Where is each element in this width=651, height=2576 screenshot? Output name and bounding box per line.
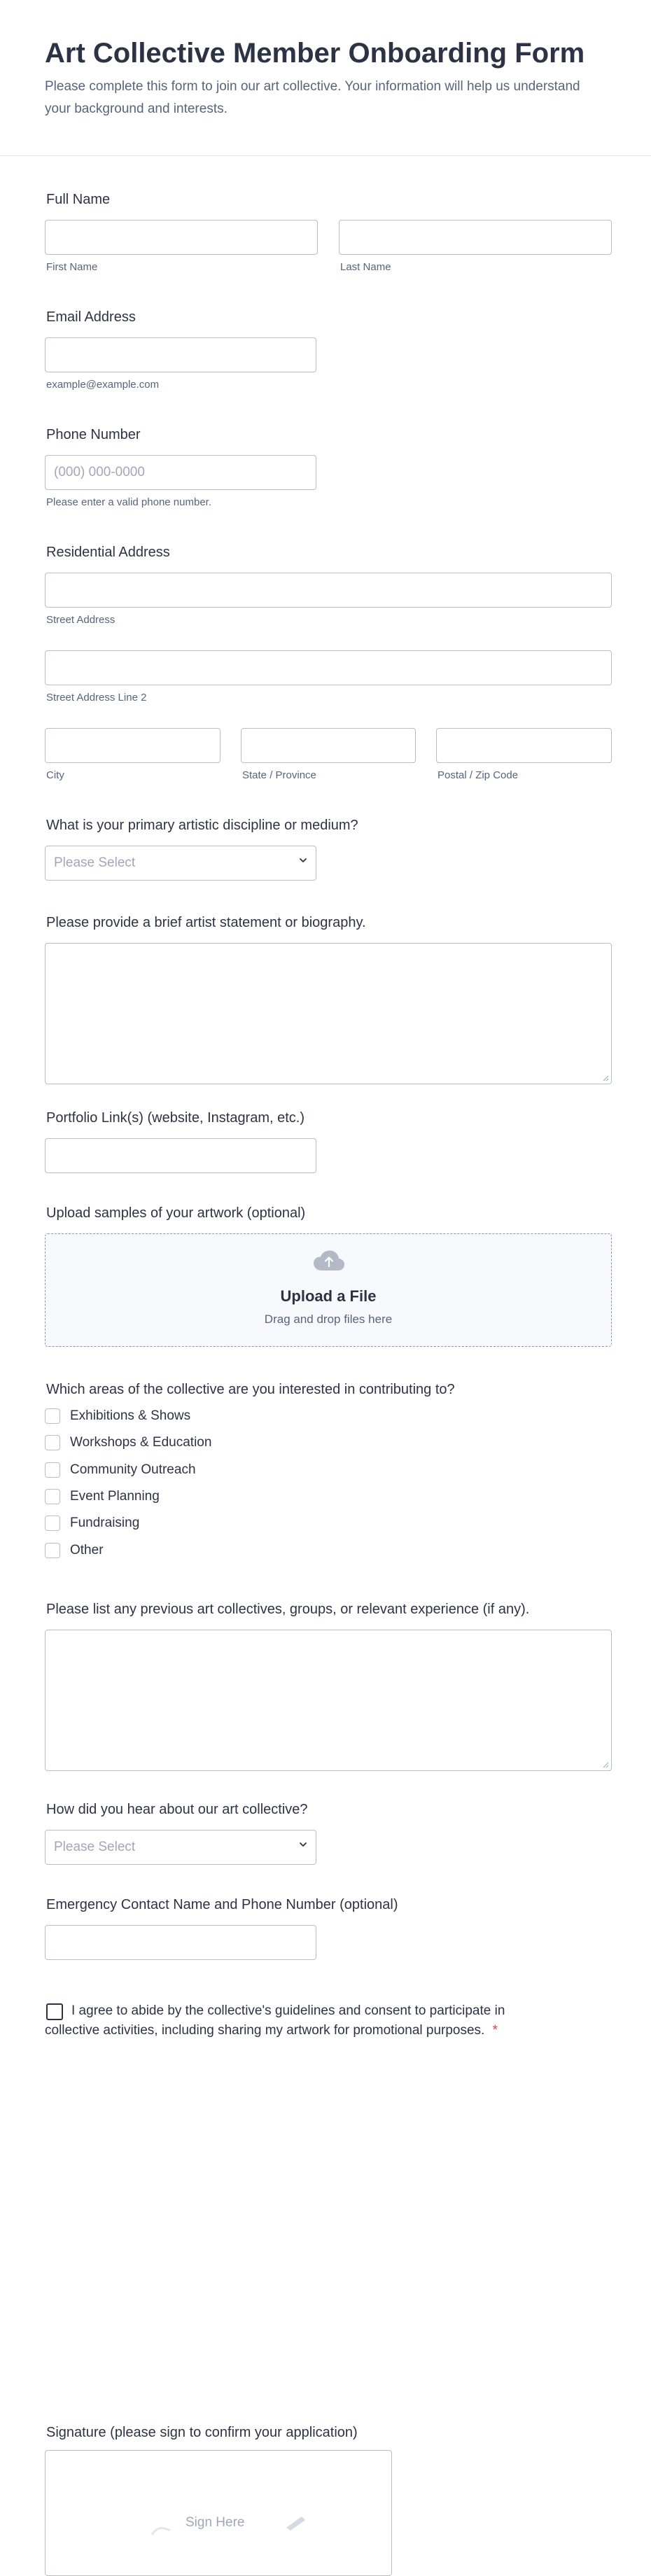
experience-field xyxy=(45,1601,612,1618)
emergency-label: Emergency Contact Name and Phone Number (optional) xyxy=(46,1897,398,1912)
consent-field xyxy=(45,2001,556,2040)
form-description: Please complete this form to join our art collective. Your information will help us understand your background and interests. xyxy=(45,79,580,116)
referral-selected-value: Please Select xyxy=(54,1840,136,1854)
pen-icon xyxy=(284,2514,307,2530)
statement-textarea[interactable] xyxy=(45,943,612,1084)
interests-label: Which areas of the collective are you interested in contributing to? xyxy=(46,1382,455,1397)
emergency-field xyxy=(45,1896,612,1913)
address-label: Residential Address xyxy=(46,545,170,560)
interests-field xyxy=(45,1381,612,1558)
signature-field xyxy=(45,2424,612,2530)
email-field xyxy=(45,309,612,391)
first-name-sublabel: First Name xyxy=(46,261,98,273)
interest-option-label: Community Outreach xyxy=(70,1462,196,1477)
referral-label: How did you hear about our art collective? xyxy=(46,1802,308,1817)
street-address-sublabel: Street Address xyxy=(46,614,115,626)
form-header xyxy=(0,0,651,156)
chevron-down-icon xyxy=(299,856,307,864)
consent-checkbox[interactable] xyxy=(46,2003,63,2020)
experience-textarea[interactable] xyxy=(45,1630,612,1771)
portfolio-field xyxy=(45,1110,612,1126)
interest-option-label: Fundraising xyxy=(70,1516,140,1530)
chevron-down-icon xyxy=(299,1840,307,1849)
upload-title: Upload a File xyxy=(280,1287,377,1305)
city-sublabel: City xyxy=(46,769,64,781)
referral-select[interactable] xyxy=(45,1830,316,1865)
file-upload-dropzone[interactable] xyxy=(45,1233,612,1347)
interest-option-event-planning[interactable] xyxy=(45,1487,160,1506)
checkbox[interactable] xyxy=(45,1489,60,1504)
portfolio-input[interactable] xyxy=(45,1138,316,1173)
city-input[interactable] xyxy=(45,728,220,763)
state-sublabel: State / Province xyxy=(242,769,316,781)
full-name-field xyxy=(45,191,612,273)
signature-swoosh-icon xyxy=(150,2524,172,2538)
phone-label: Phone Number xyxy=(46,427,141,442)
resize-grip-icon[interactable] xyxy=(602,1761,609,1768)
address-field xyxy=(45,544,612,781)
last-name-sublabel: Last Name xyxy=(340,261,391,273)
emergency-input[interactable] xyxy=(45,1925,316,1960)
interest-option-other[interactable] xyxy=(45,1541,104,1560)
email-input[interactable] xyxy=(45,337,316,372)
state-input[interactable] xyxy=(241,728,416,763)
zip-sublabel: Postal / Zip Code xyxy=(438,769,519,781)
interest-option-label: Workshops & Education xyxy=(70,1435,212,1450)
signature-label: Signature (please sign to confirm your application) xyxy=(46,2425,358,2440)
consent-text-block xyxy=(45,2001,556,2040)
interest-option-label: Other xyxy=(70,1543,104,1558)
discipline-label: What is your primary artistic discipline or medium? xyxy=(46,818,358,833)
required-asterisk: * xyxy=(492,2023,498,2038)
phone-placeholder: (000) 000-0000 xyxy=(54,465,145,479)
checkbox[interactable] xyxy=(45,1516,60,1531)
portfolio-label: Portfolio Link(s) (website, Instagram, etc.) xyxy=(46,1110,305,1126)
referral-field xyxy=(45,1801,612,1854)
checkbox[interactable] xyxy=(45,1543,60,1558)
resize-grip-icon[interactable] xyxy=(602,1074,609,1082)
discipline-select[interactable] xyxy=(45,846,316,881)
phone-sublabel: Please enter a valid phone number. xyxy=(46,496,211,508)
zip-input[interactable] xyxy=(436,728,612,763)
interest-option-outreach[interactable] xyxy=(45,1460,196,1480)
form-title: Art Collective Member Onboarding Form xyxy=(45,38,585,69)
interest-option-workshops[interactable] xyxy=(45,1433,211,1452)
signature-placeholder: Sign Here xyxy=(186,2515,245,2530)
statement-label: Please provide a brief artist statement or biography. xyxy=(46,915,366,930)
street-address-2-sublabel: Street Address Line 2 xyxy=(46,692,147,704)
interest-option-exhibitions[interactable] xyxy=(45,1406,190,1426)
interest-option-label: Event Planning xyxy=(70,1489,160,1504)
phone-field xyxy=(45,426,612,508)
statement-field xyxy=(45,914,612,931)
interest-option-label: Exhibitions & Shows xyxy=(70,1408,191,1423)
street-address-2-input[interactable] xyxy=(45,650,612,685)
last-name-input[interactable] xyxy=(339,220,612,255)
first-name-input[interactable] xyxy=(45,220,318,255)
upload-field xyxy=(45,1205,612,1326)
cloud-upload-icon xyxy=(312,1250,346,1272)
signature-pad[interactable] xyxy=(45,2450,392,2576)
full-name-label: Full Name xyxy=(46,192,111,207)
discipline-field xyxy=(45,817,612,870)
experience-label: Please list any previous art collectives, groups, or relevant experience (if any). xyxy=(46,1602,530,1617)
email-sublabel: example@example.com xyxy=(46,379,160,391)
checkbox[interactable] xyxy=(45,1435,60,1450)
checkbox[interactable] xyxy=(45,1408,60,1424)
email-label: Email Address xyxy=(46,309,136,325)
upload-label: Upload samples of your artwork (optional) xyxy=(46,1205,306,1221)
interest-option-fundraising[interactable] xyxy=(45,1513,139,1533)
checkbox[interactable] xyxy=(45,1462,60,1478)
phone-input[interactable] xyxy=(45,455,316,490)
discipline-selected-value: Please Select xyxy=(54,855,136,870)
upload-hint: Drag and drop files here xyxy=(264,1312,393,1326)
consent-text: I agree to abide by the collective's guidelines and consent to participate in collective activities, including sharing my artwork for promotional purposes. xyxy=(45,2003,505,2038)
street-address-input[interactable] xyxy=(45,573,612,608)
